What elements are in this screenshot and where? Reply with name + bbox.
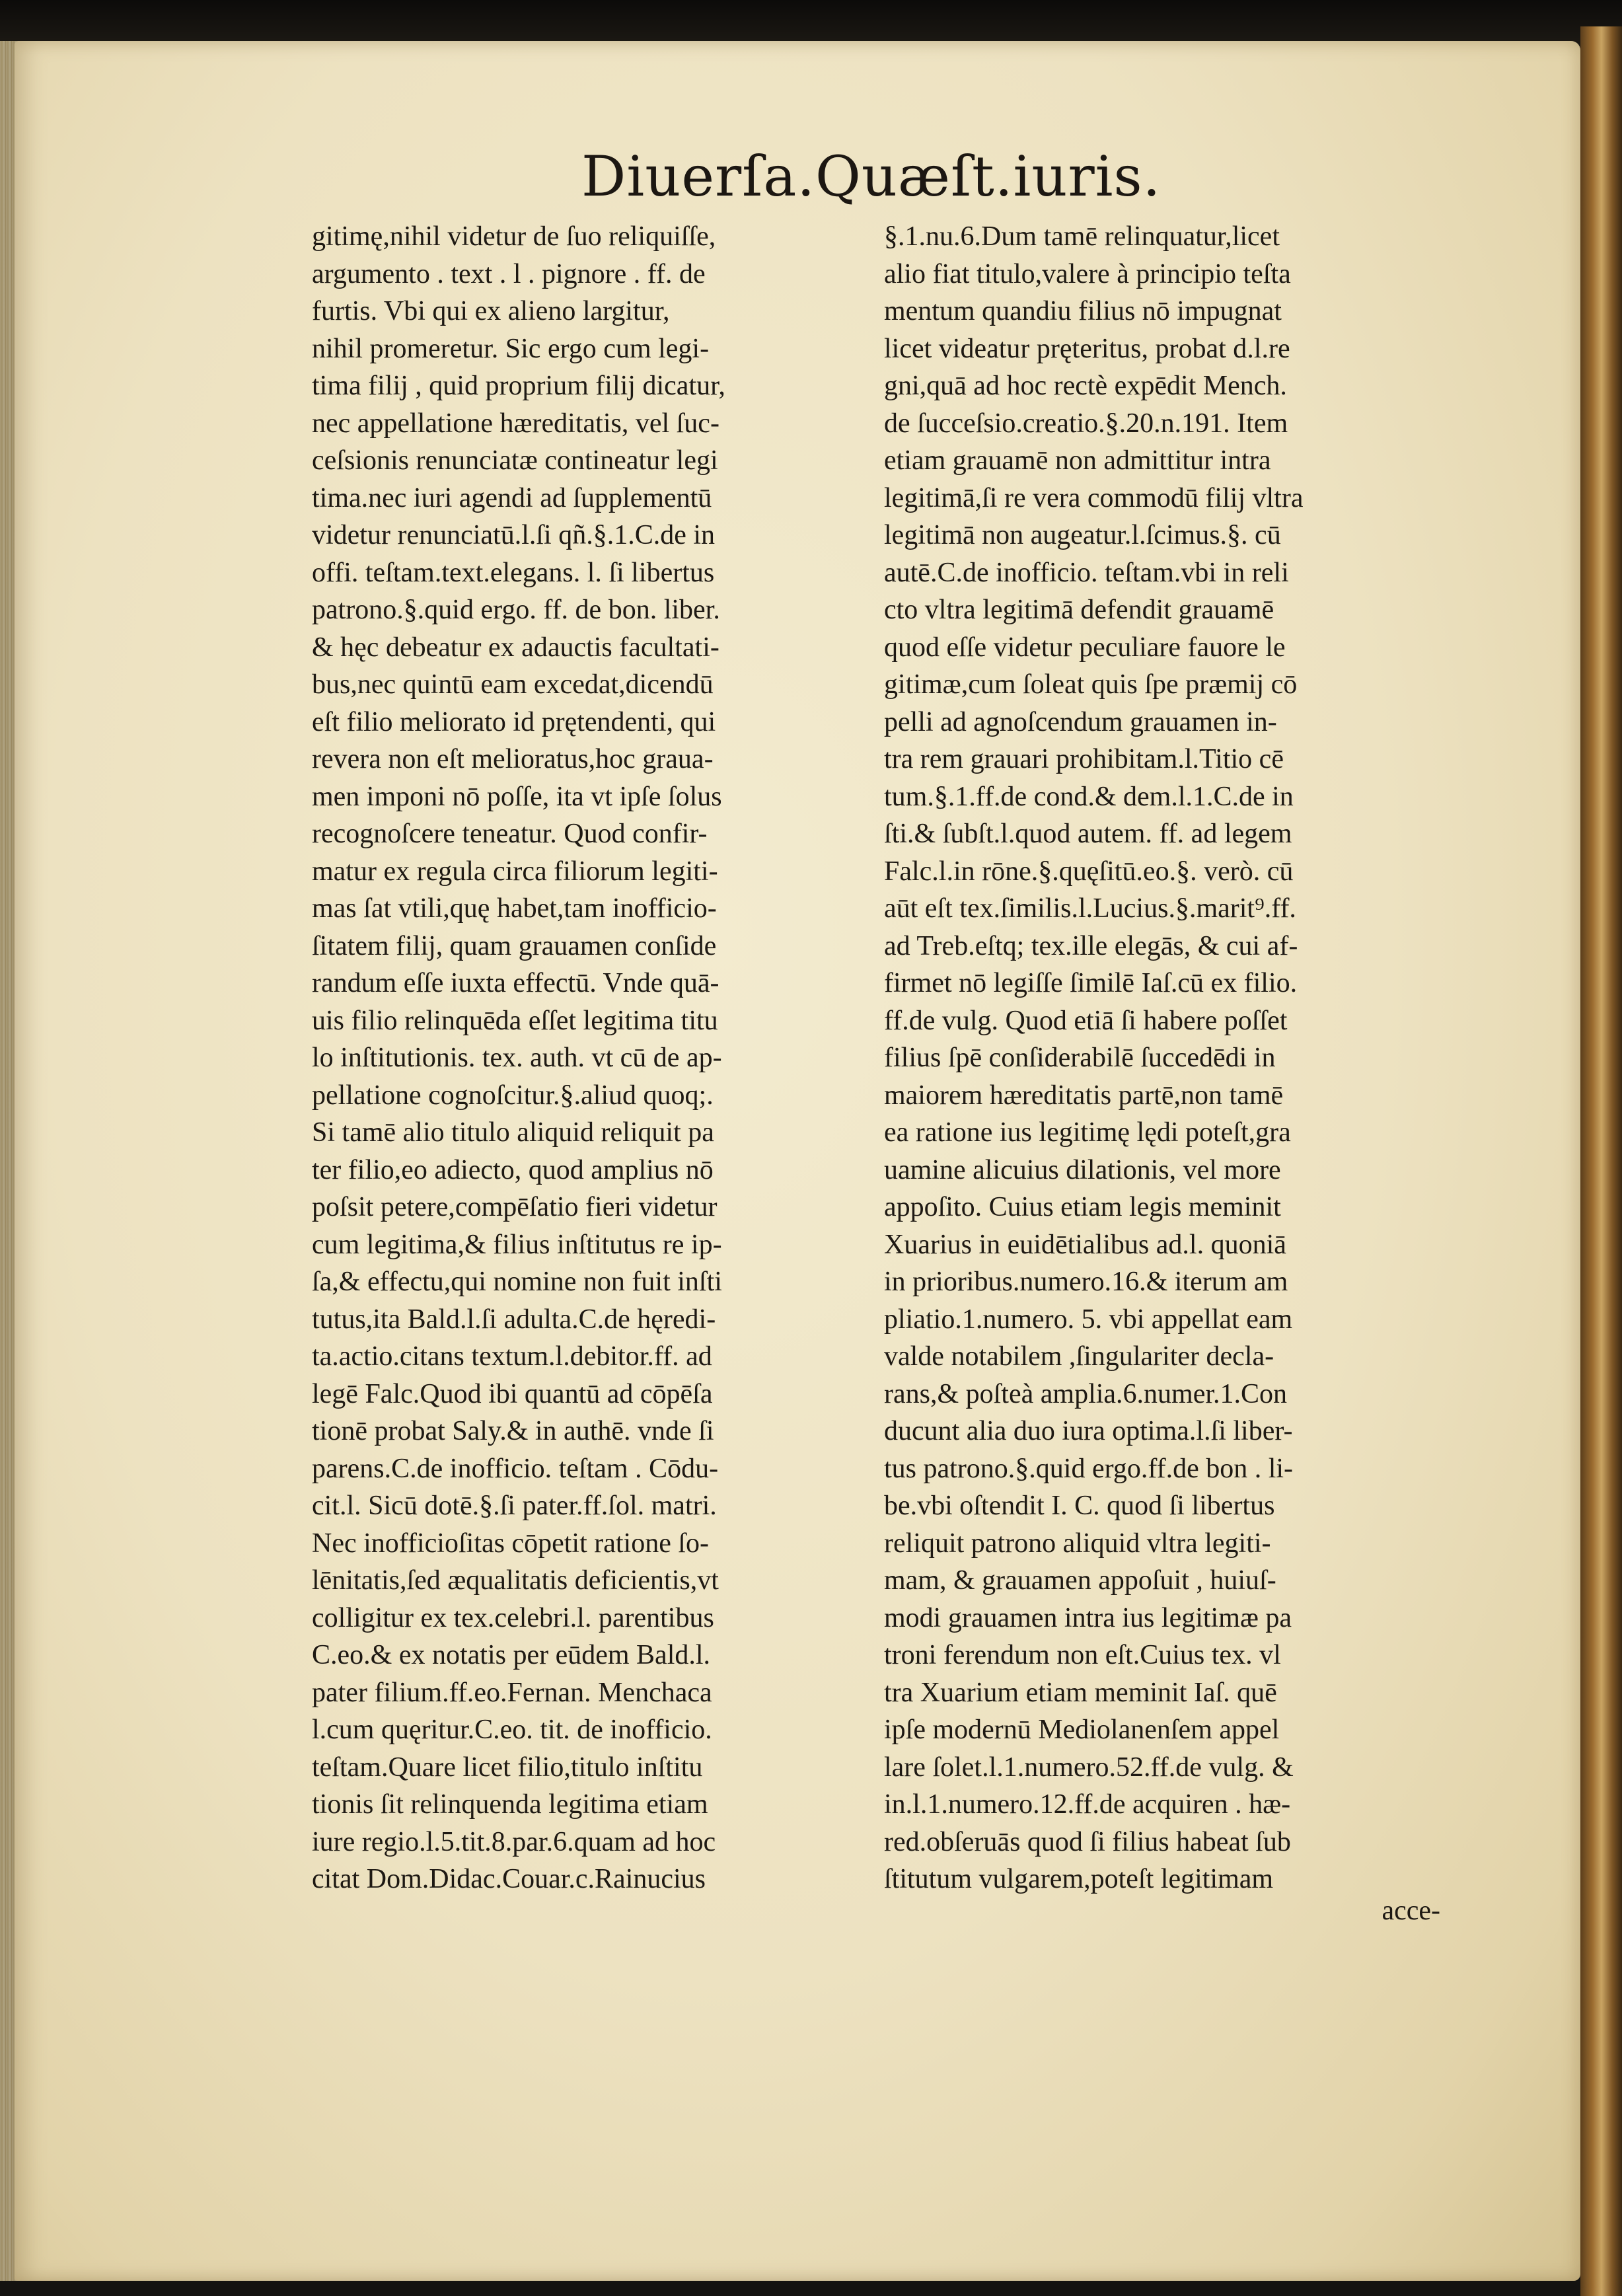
text-line: tum.§.1.ff.de cond.& dem.l.1.C.de in	[884, 781, 1294, 812]
text-line: ter filio,eo adiecto, quod amplius nō	[312, 1154, 714, 1185]
text-line: mentum quandiu filius nō impugnat	[884, 296, 1282, 326]
text-line: videtur renunciatū.l.ſi qñ.§.1.C.de in	[312, 520, 716, 550]
text-line: legē Falc.Quod ibi quantū ad cōpēſa	[312, 1378, 713, 1409]
text-line: lēnitatis,ſed æqualitatis deficientis,vt	[312, 1565, 719, 1596]
text-line: ſitatem filij, quam grauamen conſide	[312, 930, 717, 961]
catchword: acce-	[1382, 1896, 1440, 1926]
text-line: gni,quā ad hoc rectè expēdit Mench.	[884, 371, 1287, 401]
text-line: alio fiat titulo,valere à principio teſta	[884, 258, 1291, 289]
text-line: in prioribus.numero.16.& iterum am	[884, 1267, 1288, 1297]
text-line: tra rem grauari prohibitam.l.Titio cē	[884, 744, 1284, 774]
text-line: tus patrono.§.quid ergo.ff.de bon . li-	[884, 1453, 1294, 1484]
text-line: rans,& poſteà amplia.6.numer.1.Con	[884, 1378, 1288, 1409]
text-line: argumento . text . l . pignore . ff. de	[312, 258, 706, 289]
text-line: pater filium.ff.eo.Fernan. Menchaca	[312, 1677, 712, 1708]
text-line: gitimę,nihil videtur de ſuo reliquiſſe,	[312, 221, 716, 252]
text-line: red.obſeruās quod ſi filius habeat ſub	[884, 1826, 1291, 1857]
text-line: recognoſcere teneatur. Quod confir-	[312, 819, 708, 849]
text-line: eſt filio meliorato id prętendenti, qui	[312, 706, 716, 737]
text-line: offi. teſtam.text.elegans. l. ſi libertus	[312, 557, 715, 588]
text-line: mas ſat vtili,quę habet,tam inofficio-	[312, 893, 717, 924]
text-column-left	[312, 218, 854, 1898]
text-line: valde notabilem ,ſingulariter decla-	[884, 1341, 1274, 1372]
text-line: modi grauamen intra ius legitimæ pa	[884, 1602, 1292, 1633]
text-line: tionis ſit relinquenda legitima etiam	[312, 1789, 708, 1820]
text-line: cto vltra legitimā defendit grauamē	[884, 595, 1274, 625]
text-line: Falc.l.in rōne.§.quęſitū.eo.§. verò. cū	[884, 856, 1294, 887]
text-line: licet videatur pręteritus, probat d.l.re	[884, 333, 1290, 364]
text-line: maiorem hæreditatis partē,non tamē	[884, 1080, 1284, 1111]
text-line: ceſsionis renunciatæ contineatur legi	[312, 445, 718, 476]
text-line: aūt eſt tex.ſimilis.l.Lucius.§.marit⁹.ff.	[884, 893, 1296, 924]
text-line: uis filio relinquēda eſſet legitima titu	[312, 1005, 718, 1036]
text-line: de ſucceſsio.creatio.§.20.n.191. Item	[884, 408, 1288, 439]
text-line: lo inſtitutionis. tex. auth. vt cū de ap-	[312, 1043, 722, 1073]
text-line: lare ſolet.l.1.numero.52.ff.de vulg. &	[884, 1752, 1294, 1783]
text-line: ipſe modernū Mediolanenſem appel	[884, 1715, 1280, 1745]
text-line: colligitur ex tex.celebri.l. parentibus	[312, 1602, 714, 1633]
text-column-right	[884, 218, 1432, 1898]
text-line: gitimæ,cum ſoleat quis ſpe præmij cō	[884, 669, 1298, 700]
text-line: legitimā non augeatur.l.ſcimus.§. cū	[884, 520, 1281, 550]
text-line: reliquit patrono aliquid vltra legiti-	[884, 1528, 1271, 1559]
text-line: nec appellatione hæreditatis, vel ſuc-	[312, 408, 719, 439]
text-line: l.cum quęritur.C.eo. tit. de inofficio.	[312, 1715, 712, 1745]
text-line: ſa,& effectu,qui nomine non fuit inſti	[312, 1267, 722, 1297]
text-line: iure regio.l.5.tit.8.par.6.quam ad hoc	[312, 1826, 716, 1857]
text-line: firmet nō legiſſe ſimilē Iaſ.cū ex filio.	[884, 968, 1298, 998]
text-line: tra Xuarium etiam meminit Iaſ. quē	[884, 1677, 1277, 1708]
text-line: appoſito. Cuius etiam legis meminit	[884, 1192, 1281, 1222]
text-line: ſti.& ſubſt.l.quod autem. ff. ad legem	[884, 819, 1292, 849]
text-line: poſsit petere,compēſatio fieri videtur	[312, 1192, 718, 1222]
text-line: randum eſſe iuxta effectū. Vnde quā-	[312, 968, 719, 998]
text-line: pliatio.1.numero. 5. vbi appellat eam	[884, 1304, 1293, 1335]
text-line: men imponi nō poſſe, ita vt ipſe ſolus	[312, 781, 722, 812]
text-line: C.eo.& ex notatis per eūdem Bald.l.	[312, 1640, 711, 1670]
book-binding-edge	[1580, 26, 1622, 2296]
text-line: ducunt alia duo iura optima.l.ſi liber-	[884, 1416, 1293, 1446]
text-line: pellatione cognoſcitur.§.aliud quoq;.	[312, 1080, 714, 1111]
running-header: Diuerſa.Quæſt.iuris.	[581, 144, 1161, 209]
text-line: revera non eſt melioratus,hoc graua-	[312, 744, 714, 774]
text-line: autē.C.de inofficio. teſtam.vbi in reli	[884, 557, 1289, 588]
text-line: troni ferendum non eſt.Cuius tex. vl	[884, 1640, 1281, 1670]
text-line: be.vbi oſtendit I. C. quod ſi libertus	[884, 1491, 1275, 1521]
text-line: §.1.nu.6.Dum tamē relinquatur,licet	[884, 221, 1280, 252]
text-line: ff.de vulg. Quod etiā ſi habere poſſet	[884, 1005, 1288, 1036]
text-line: tima.nec iuri agendi ad ſupplementū	[312, 482, 712, 513]
text-line: ta.actio.citans textum.l.debitor.ff. ad	[312, 1341, 712, 1372]
text-line: matur ex regula circa filiorum legiti-	[312, 856, 718, 887]
text-line: uamine alicuius dilationis, vel more	[884, 1154, 1281, 1185]
text-line: bus,nec quintū eam excedat,dicendū	[312, 669, 714, 700]
text-line: ad Treb.eſtq; tex.ille elegās, & cui af-	[884, 930, 1298, 961]
text-line: Xuarius in euidētialibus ad.l. quoniā	[884, 1229, 1286, 1260]
text-line: mam, & grauamen appoſuit , huiuſ-	[884, 1565, 1276, 1596]
text-line: legitimā,ſi re vera commodū filij vltra	[884, 482, 1304, 513]
text-line: Si tamē alio titulo aliquid reliquit pa	[312, 1117, 714, 1148]
text-line: filius ſpē conſiderabilē ſuccedēdi in	[884, 1043, 1276, 1073]
text-line: furtis. Vbi qui ex alieno largitur,	[312, 296, 670, 326]
text-line: pelli ad agnoſcendum grauamen in-	[884, 706, 1277, 737]
text-line: quod eſſe videtur peculiare fauore le	[884, 632, 1286, 663]
text-line: cit.l. Sicū dotē.§.ſi pater.ff.ſol. matri.	[312, 1491, 717, 1521]
text-line: tutus,ita Bald.l.ſi adulta.C.de hęredi-	[312, 1304, 716, 1335]
text-line: in.l.1.numero.12.ff.de acquiren . hæ-	[884, 1789, 1291, 1820]
text-line: ſtitutum vulgarem,poteſt legitimam	[884, 1864, 1274, 1894]
text-line: etiam grauamē non admittitur intra	[884, 445, 1271, 476]
text-line: citat Dom.Didac.Couar.c.Rainucius	[312, 1864, 706, 1894]
text-line: teſtam.Quare licet filio,titulo inſtitu	[312, 1752, 703, 1783]
text-line: ea ratione ius legitimę lędi poteſt,gra	[884, 1117, 1291, 1148]
text-line: cum legitima,& filius inſtitutus re ip-	[312, 1229, 722, 1260]
text-line: parens.C.de inofficio. teſtam . Cōdu-	[312, 1453, 719, 1484]
text-line: tionē probat Saly.& in authē. vnde ſi	[312, 1416, 714, 1446]
text-line: tima filij , quid proprium filij dicatur,	[312, 371, 725, 401]
text-line: nihil promeretur. Sic ergo cum legi-	[312, 333, 710, 364]
text-line: & hęc debeatur ex adauctis facultati-	[312, 632, 719, 663]
text-line: Nec inofficioſitas cōpetit ratione ſo-	[312, 1528, 710, 1559]
text-line: patrono.§.quid ergo. ff. de bon. liber.	[312, 595, 720, 625]
